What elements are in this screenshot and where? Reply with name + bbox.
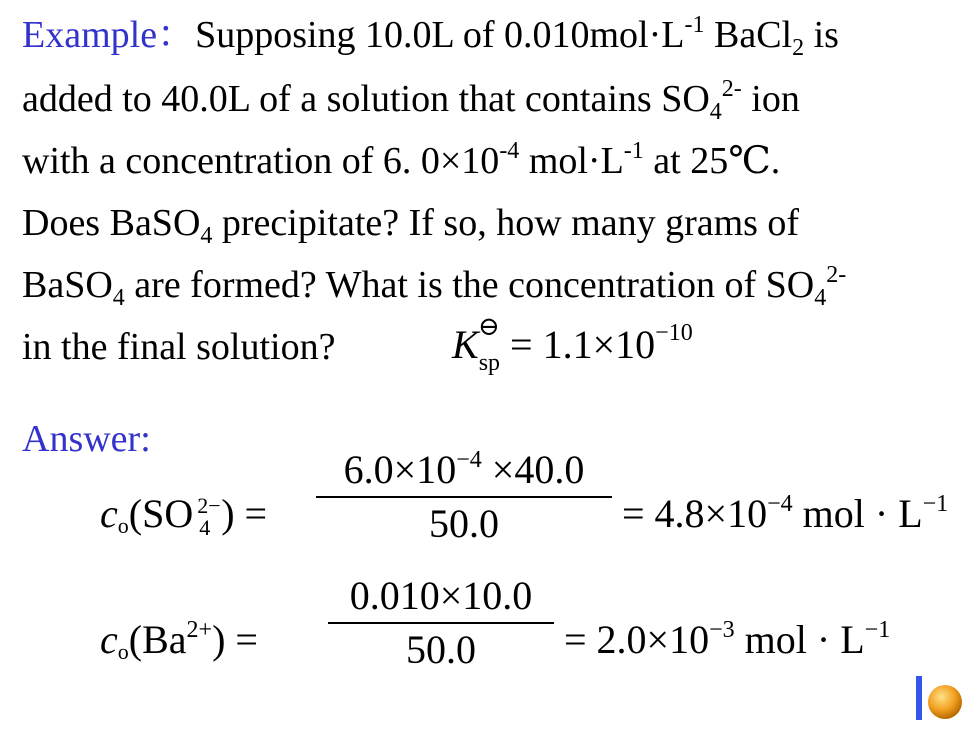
problem-line-1: Example：Supposing 10.0L of $0.010mol\cdot L^{-1}$ BaCl$_2$ is xyxy=(22,12,839,61)
problem-line-4: Does BaSO$_4$ precipitate? If so, how many grams of xyxy=(22,202,800,249)
eq2-rhs: = $2.0\times 10^{-3}$ mol · $L^{-1}$ xyxy=(564,617,891,662)
eq2-fraction-bar xyxy=(328,622,554,624)
problem-line-6: in the final solution? xyxy=(22,326,336,368)
eq2-fraction xyxy=(328,574,554,672)
example-label: Example： xyxy=(22,14,196,56)
eq1-numerator: $6.0\times 10^{-4} \times 40.0$ xyxy=(343,447,585,492)
problem-line-2: added to 40.0L of a solution that contains $SO_4^{2-}$ ion xyxy=(22,76,800,125)
eq2-denominator: 50.0 xyxy=(406,627,476,672)
answer-label: Answer: xyxy=(22,418,151,460)
eq2-lhs: $c_o(Ba^{2+})$ = xyxy=(100,617,258,664)
problem-line-5: BaSO$_4$ are formed? What is the concentration of $SO_4^{2-}$ xyxy=(22,262,847,311)
problem-line-3: with a concentration of 6. $0\times 10^{-4}$ $mol\cdot L^{-1}$ at 25℃. xyxy=(22,138,781,182)
eq1-lhs: $c_o(SO$ 2− 4 ) = xyxy=(100,491,268,540)
slide-logo-icon xyxy=(914,674,966,724)
eq1-rhs: = $4.8\times 10^{-4}$ mol · $L^{-1}$ xyxy=(622,491,949,536)
eq1-fraction xyxy=(316,448,612,546)
eq1-fraction-bar xyxy=(316,496,612,498)
eq1-denominator: 50.0 xyxy=(429,501,499,546)
theta-symbol: ⊖ xyxy=(478,312,500,341)
eq2-numerator: 0.010×10.0 xyxy=(349,573,533,618)
ksp-formula: $K_{sp}$ ⊖ = $1.1\times 10^{-10}$ xyxy=(452,322,693,374)
